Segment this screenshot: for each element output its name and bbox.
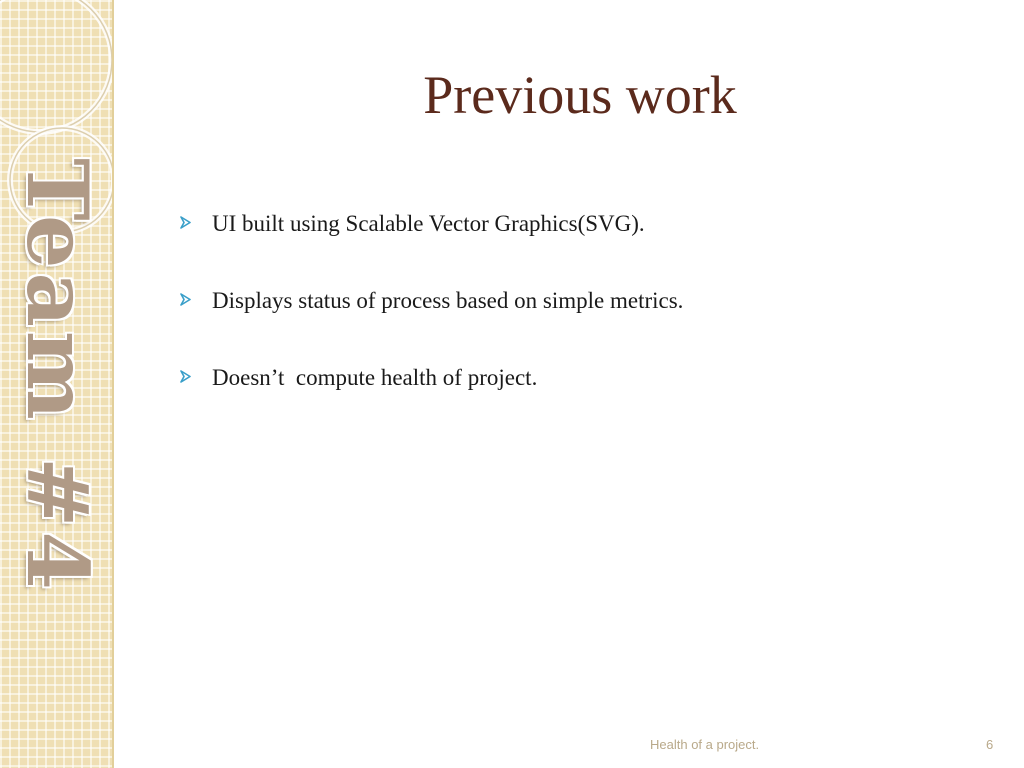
bullet-text: Displays status of process based on simple metrics. (212, 288, 684, 313)
side-strip-divider (112, 0, 114, 768)
arrow-bullet-icon (180, 364, 212, 388)
bullet-list (180, 210, 683, 441)
bullet-text: Doesn’t compute health of project. (212, 365, 538, 390)
arrow-bullet-icon (180, 210, 212, 234)
footer-text: Health of a project. (650, 737, 760, 752)
arrow-bullet-icon (180, 287, 212, 311)
list-item (180, 287, 683, 364)
bullet-text: UI built using Scalable Vector Graphics(SVG). (212, 211, 645, 236)
list-item (180, 364, 683, 441)
slide-title: Previous work (423, 65, 737, 125)
page-number: 6 (986, 737, 994, 752)
side-banner-text: Team #4 (8, 158, 107, 594)
side-decorative-strip (0, 0, 114, 768)
list-item (180, 210, 683, 287)
